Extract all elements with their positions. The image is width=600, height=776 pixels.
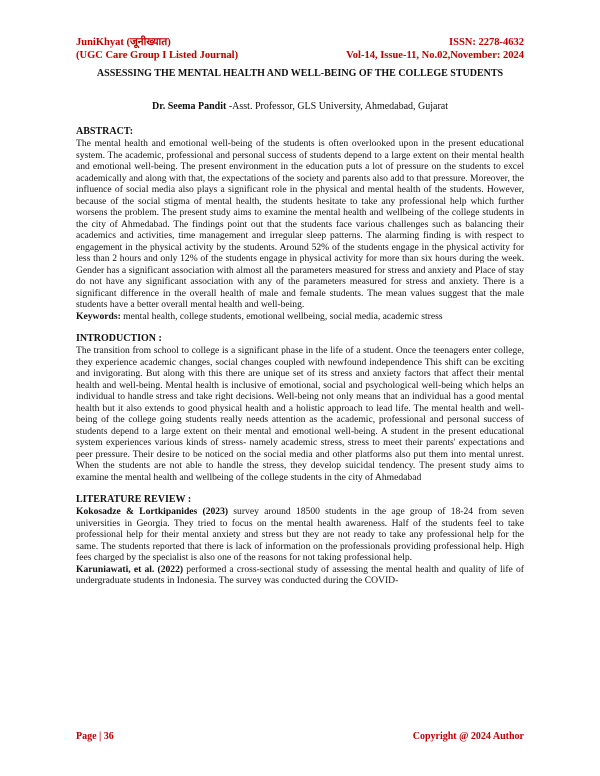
literature-citation: Kokosadze & Lortkipanides (2023) <box>76 506 229 517</box>
issn: ISSN: 2278-4632 <box>449 37 524 48</box>
paper-body <box>76 126 524 587</box>
keywords-text: mental health, college students, emotional wellbeing, social media, academic stress <box>120 310 443 322</box>
introduction-text: The transition from school to college is a significant phase in the life of a student. Once the teenagers enter college, they experience academic changes, social changes coupled with newfound independence This shift can be exciting and invigorating. But along with this there are unique set of its stress and anxiety factors that affect their mental health and well-being. Mental health is inclusive of emotional, social and psychological well-being which helps an individual to handle stress and take right decisions. Well-being not only means that an individual has a good mental health but it also extends to good physical health and a holistic approach to lead life. The mental health and well-being of the college going students really needs attention as the academic, professional and personal success of students depend to a large extent on their mental and emotional well-being. A student in the present educational system experiences various kinds of stress- namely academic stress, stress to meet their parents' expectations and peer pressure. Their desire to be noticed on the social media and other platforms also put them into mental unrest. When the students are not able to handle the stress, they develop suicidal tendency. The present study aims to examine the mental health and wellbeing of the college students in the city of Ahmedabad <box>76 345 524 483</box>
literature-text: performed a cross-sectional study of assessing the mental health and quality of life of undergraduate students in Indonesia. The survey was conducted during the COVID- <box>76 563 524 586</box>
keywords-line <box>76 311 524 323</box>
journal-header <box>76 36 524 62</box>
page-number: Page | 36 <box>76 731 114 742</box>
author-name: Dr. Seema Pandit <box>151 101 227 112</box>
volume-issue: Vol-14, Issue-11, No.02,November: 2024 <box>346 50 524 61</box>
abstract-heading: ABSTRACT: <box>76 126 134 137</box>
literature-text: survey around 18500 students in the age group of 18-24 from seven universities in Georgia. They tried to focus on the mental health awareness. Half of the students feel to take professional help for their mental anxiety and stress but they are not ready to take any professional help for the same. The students reported that there is lack of information on the professionals providing professional help. High fees charged by the specialist is also one of the reasons for not taking professional help. <box>76 506 524 563</box>
journal-name: JuniKhyat (जूनीख्यात) <box>76 37 171 48</box>
literature-entry <box>76 506 524 564</box>
introduction-heading: INTRODUCTION : <box>76 333 162 344</box>
author-line <box>76 101 524 112</box>
author-affiliation: -Asst. Professor, GLS University, Ahmedabad, Gujarat <box>226 101 449 112</box>
page-footer <box>76 731 524 742</box>
keywords-label: Keywords: <box>76 310 121 322</box>
journal-group: (UGC Care Group I Listed Journal) <box>76 50 239 61</box>
abstract-text: The mental health and emotional well-being of the students is often overlooked upon in the present educational system. The academic, professional and personal success of students depend to a large extent on their mental health and emotional well-being. The present environment in the education puts a lot of pressure on the students to excel academically and along with that, the expectations of the society and parents also add to that pressure. Moreover, the influence of social media also plays a significant role in the physical and mental health of the students. However, because of the social stigma of mental health, the students hesitate to take any professional help which further worsens the problem. The present study aims to examine the mental health and wellbeing of the college students in the city of Ahmedabad. The findings point out that the students face various challenges such as balancing their academics and activities, time management and irregular sleep patterns. The alarming finding is with respect to engagement in the physical activity by the students. Around 52% of the students engage in the physical activity for less than 2 hours and only 12% of the students engage in physical activity for more than six hours during the week. Gender has a significant association with almost all the parameters measured for stress and anxiety and Place of stay do not have any significant association with any of the parameters measured for stress and anxiety. There is a significant difference in the overall health of male and female students. The mean values suggest that the male students have a better overall mental health and well-being. <box>76 138 524 310</box>
literature-citation: Karuniawati, et al. (2022) <box>76 563 184 575</box>
literature-entry <box>76 564 524 587</box>
paper-title: ASSESSING THE MENTAL HEALTH AND WELL-BEING OF THE COLLEGE STUDENTS <box>96 68 504 79</box>
copyright: Copyright @ 2024 Author <box>412 731 524 742</box>
literature-heading: LITERATURE REVIEW : <box>76 494 192 505</box>
